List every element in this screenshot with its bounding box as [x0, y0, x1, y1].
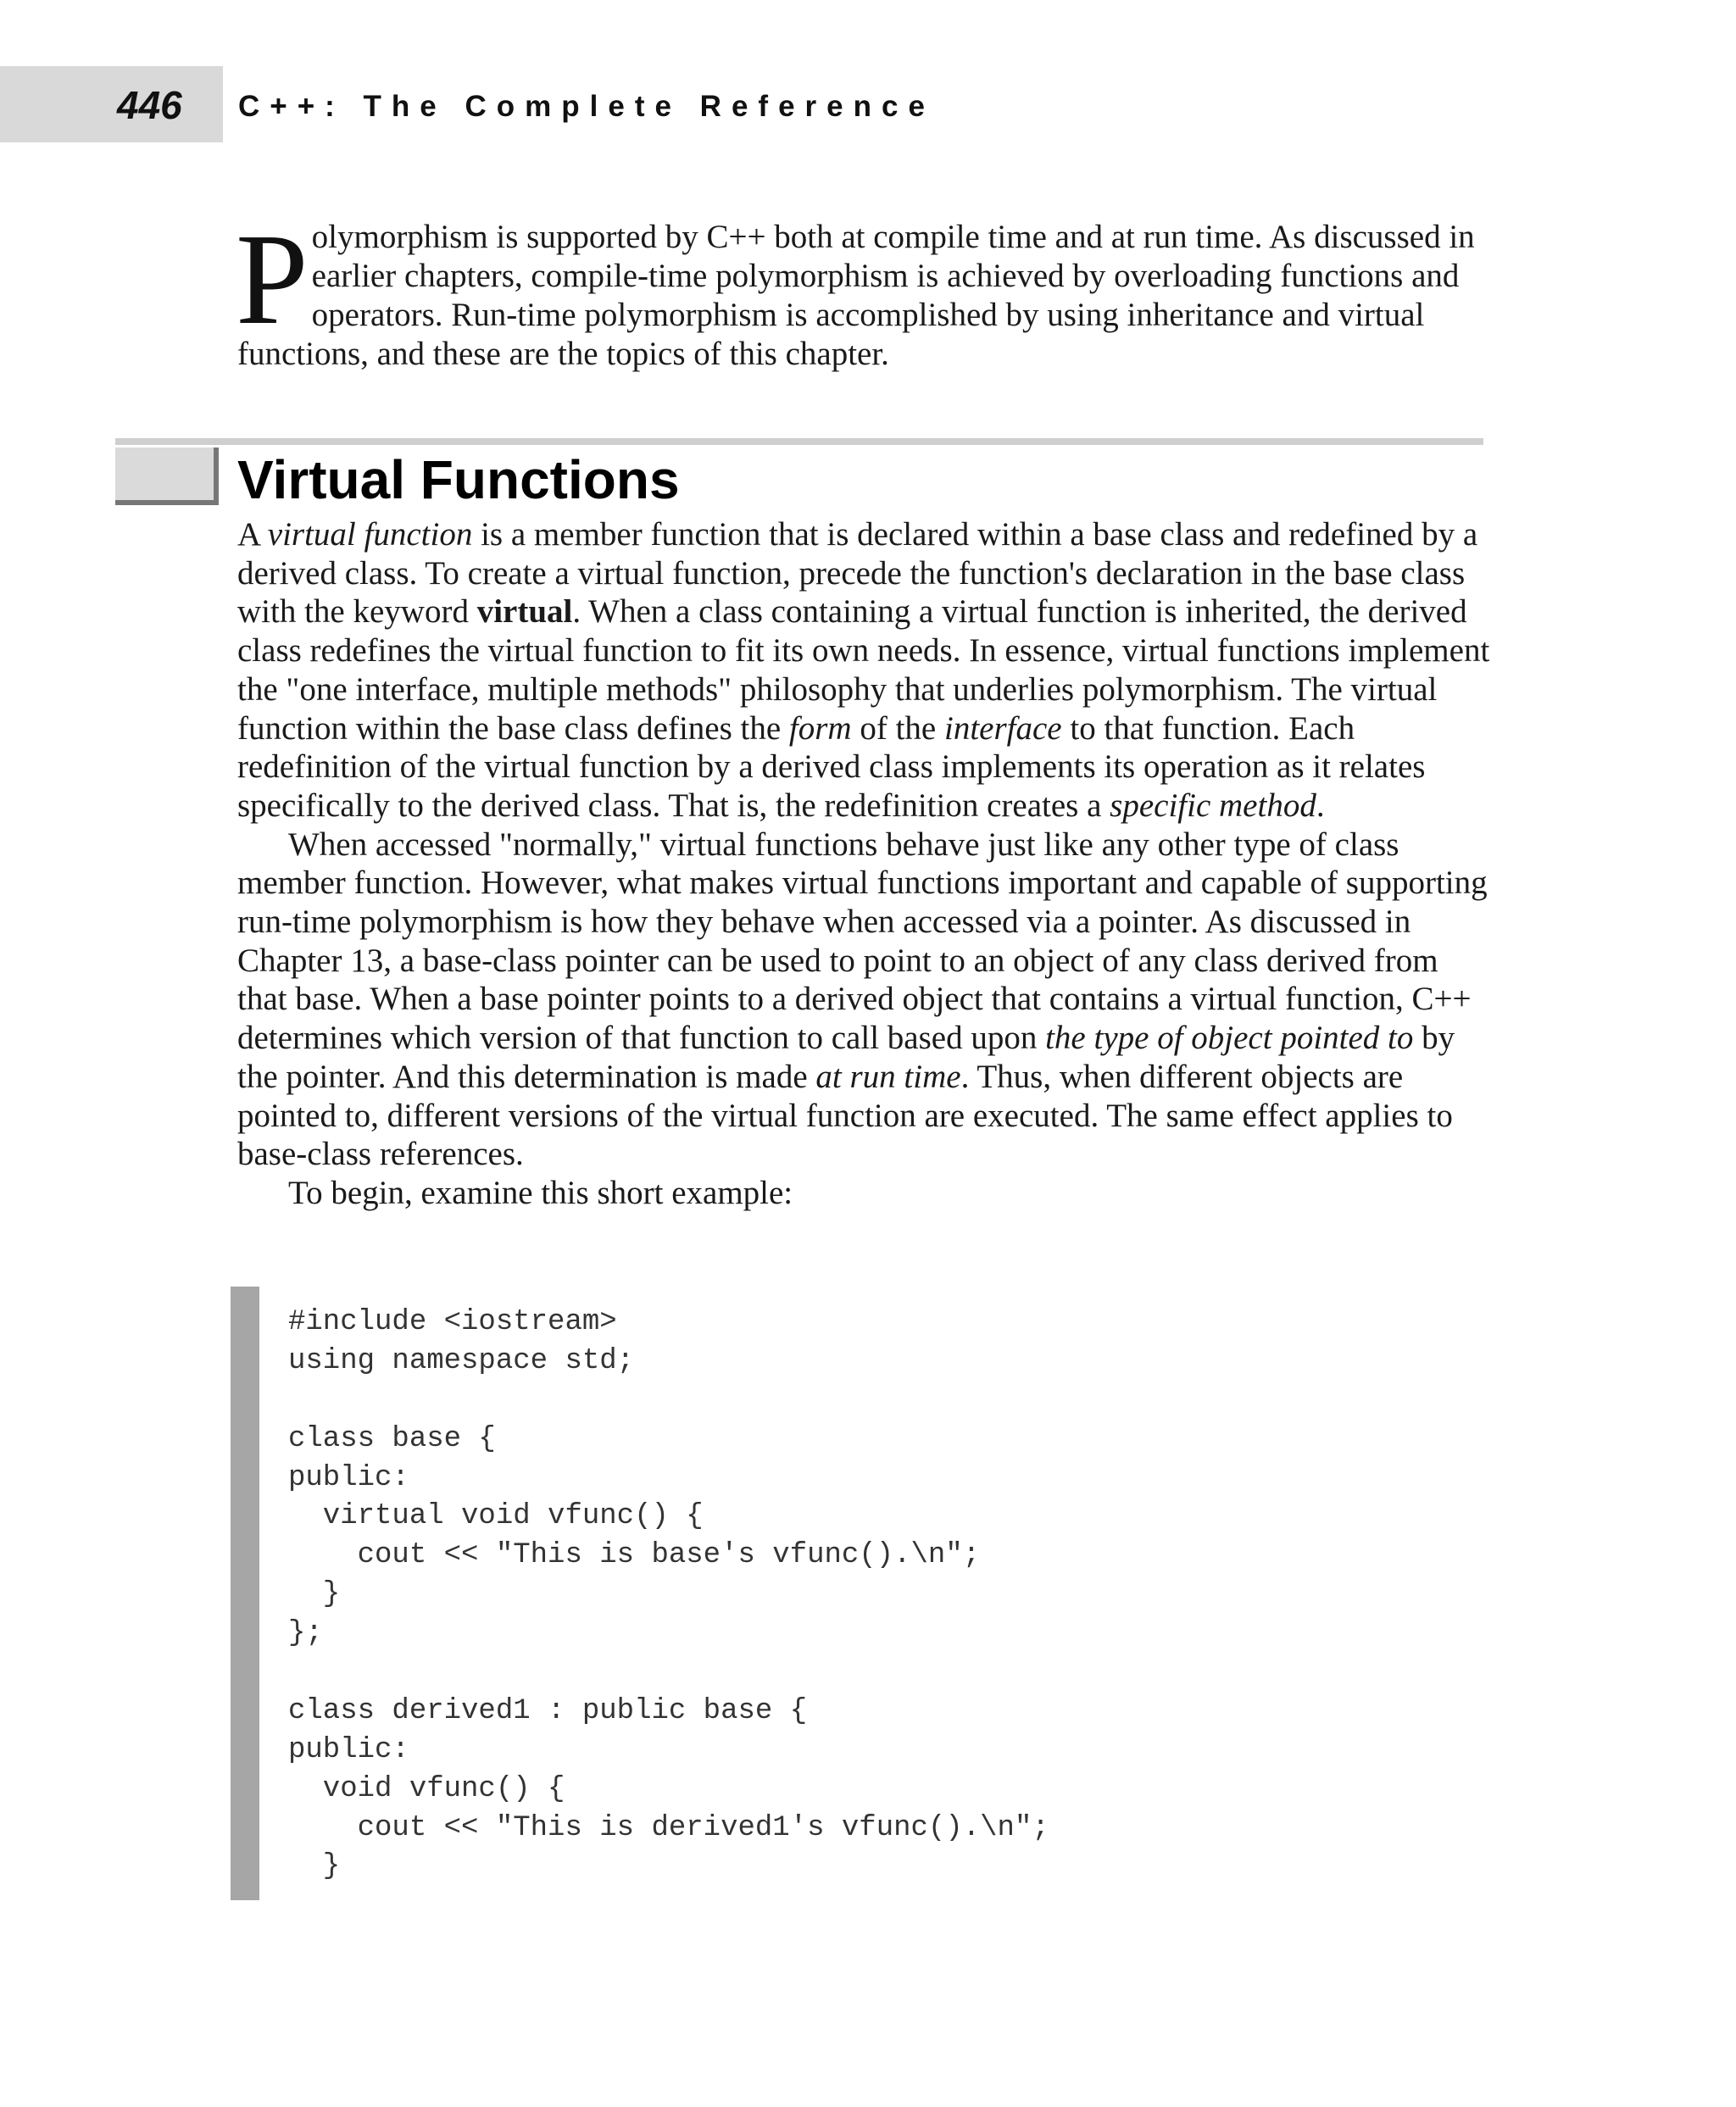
section-title: Virtual Functions: [237, 449, 680, 510]
term-specific-method: specific method: [1110, 787, 1316, 824]
code-bar: [231, 1287, 259, 1900]
page-number: 446: [117, 83, 182, 127]
paragraph-3: To begin, examine this short example:: [288, 1174, 793, 1211]
code-line: void vfunc() {: [288, 1772, 565, 1805]
term-interface: interface: [944, 709, 1062, 747]
paragraph-1: A virtual function is a member function that is declared within a base class and redefined by a derived class. To create a virtual function, precede the function's declaration in the base class with the keyword virtual. When a class containing a virtual function is inherited, the derived class redefines the virtual function to fit its own needs. In essence, virtual functions implement the "one interface, multiple methods" philosophy that underlies polymorphism. The virtual function within the base class defines the form of the interface to that function. Each redefinition of the virtual function by a derived class implements its operation as it relates specifically to the derived class. That is, the redefinition creates a specific method.: [237, 516, 1490, 824]
code-line: public:: [288, 1461, 409, 1494]
term-form: form: [788, 709, 852, 747]
term-virtual-function: virtual function: [267, 516, 473, 553]
body-text: [237, 515, 1492, 1213]
paragraph-2: When accessed "normally," virtual functions behave just like any other type of class member function. However, what makes virtual functions important and capable of supporting run-time polymorphism is how they behave when accessed via a pointer. As discussed in Chapter 13, a base-class pointer can be used to point to an object of any class derived from that base. When a base pointer points to a derived object that contains a virtual function, C++ determines which version of that function to call based upon the type of object pointed to by the pointer. And this determination is made at run time. Thus, when different objects are pointed to, different versions of the virtual function are executed. The same effect applies to base-class references.: [237, 826, 1488, 1173]
code-line: class base {: [288, 1422, 496, 1455]
code-line: };: [288, 1617, 323, 1650]
code-line: }: [288, 1578, 341, 1611]
section-rule: [115, 438, 1483, 445]
header-tab: [0, 66, 223, 142]
section-marker: [115, 448, 219, 505]
keyword-virtual: virtual: [476, 593, 573, 631]
code-line: cout << "This is derived1's vfunc().\n";: [288, 1811, 1049, 1844]
intro-text: olymorphism is supported by C++ both at compile time and at run time. As discussed in earlier chapters, compile-time polymorphism is achieved by overloading functions and operators. Run-time polymorphism is accomplished by using inheritance and virtual functions, and these are the topics of this chapter.: [237, 219, 1475, 372]
running-head: C++: The Complete Reference: [238, 90, 935, 123]
code-line: virtual void vfunc() {: [288, 1500, 704, 1533]
code-line: [288, 1382, 1049, 1420]
code-line: cout << "This is base's vfunc().\n";: [288, 1539, 981, 1572]
code-line: [288, 1654, 1049, 1693]
code-block: [288, 1304, 1049, 1887]
code-line: class derived1 : public base {: [288, 1694, 808, 1727]
code-line: }: [288, 1850, 341, 1883]
code-line: public:: [288, 1733, 409, 1766]
term-type-of-object: the type of object pointed to: [1045, 1020, 1414, 1057]
code-line: #include <iostream>: [288, 1306, 617, 1338]
code-line: using namespace std;: [288, 1344, 635, 1377]
drop-cap: P: [236, 208, 309, 352]
intro-paragraph: [236, 208, 1483, 374]
term-at-run-time: at run time: [815, 1058, 961, 1095]
